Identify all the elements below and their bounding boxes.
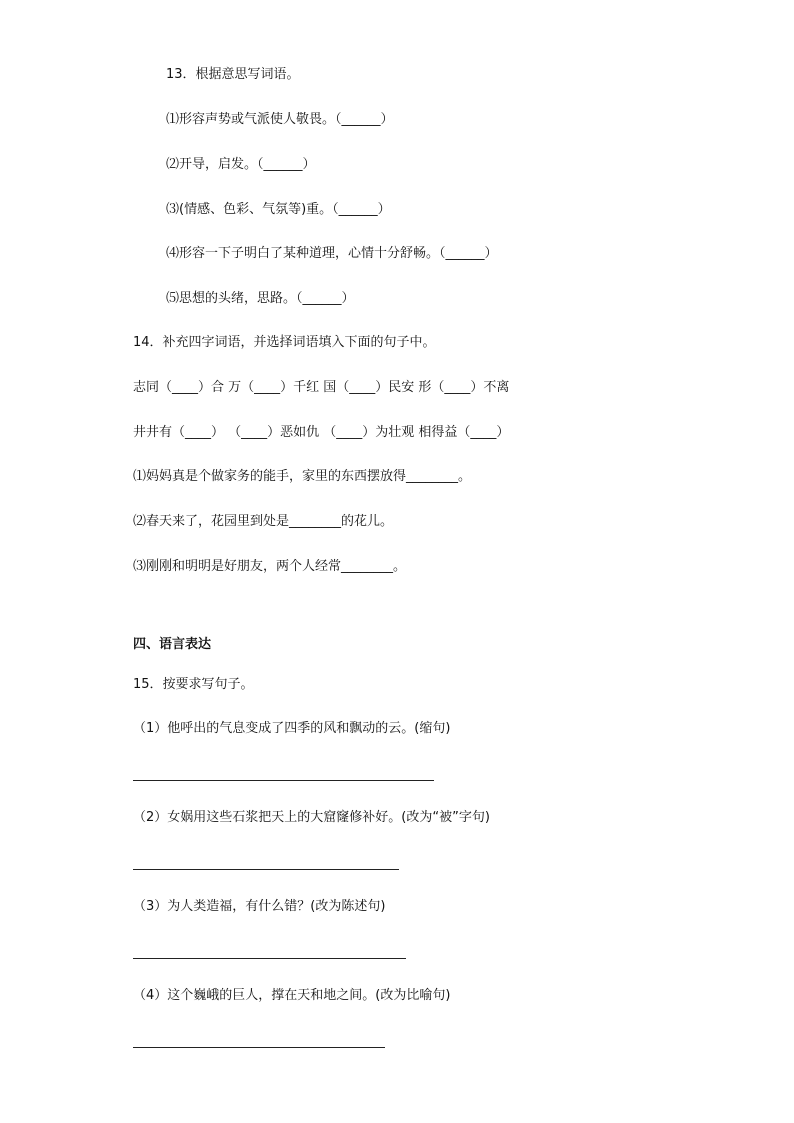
answer-line-4 (133, 1047, 385, 1048)
q14-title: 14．补充四字词语，并选择词语填入下面的句子中。 (133, 335, 436, 350)
q14-sentence-3: ⑶刚刚和明明是好朋友，两个人经常________。 (133, 559, 407, 574)
q13-item-1: ⑴形容声势或气派使人敬畏。（______） (166, 112, 394, 127)
q13-item-3: ⑶(情感、色彩、气氛等)重。（______） (166, 202, 391, 217)
answer-line-3 (133, 958, 406, 959)
answer-line-2 (133, 869, 399, 870)
q15-item-4: （4）这个巍峨的巨人，撑在天和地之间。(改为比喻句) (133, 988, 451, 1003)
q15-item-1: （1）他呼出的气息变成了四季的风和飘动的云。(缩句) (133, 721, 451, 736)
q15-item-2: （2）女娲用这些石浆把天上的大窟窿修补好。(改为“被”字句) (133, 810, 490, 825)
q14-sentence-1: ⑴妈妈真是个做家务的能手，家里的东西摆放得________。 (133, 469, 472, 484)
q13-title: 13．根据意思写词语。 (166, 67, 300, 82)
q14-sentence-2: ⑵春天来了，花园里到处是________的花儿。 (133, 514, 394, 529)
q15-item-3: （3）为人类造福，有什么错？(改为陈述句) (133, 899, 386, 914)
q13-item-4: ⑷形容一下子明白了某种道理，心情十分舒畅。（______） (166, 246, 498, 261)
answer-line-1 (133, 780, 434, 781)
section-4-heading: 四、语言表达 (133, 637, 212, 652)
q13-item-5: ⑸思想的头绪，思路。（______） (166, 291, 355, 306)
q15-title: 15．按要求写句子。 (133, 677, 254, 692)
q14-idiom-row-1: 志同（____）合 万（____）千红 国（____）民安 形（____）不离 (133, 380, 510, 395)
q13-item-2: ⑵开导，启发。（______） (166, 157, 316, 172)
q14-idiom-row-2: 井井有（____） （____）恶如仇 （____）为壮观 相得益（____） (133, 425, 510, 440)
